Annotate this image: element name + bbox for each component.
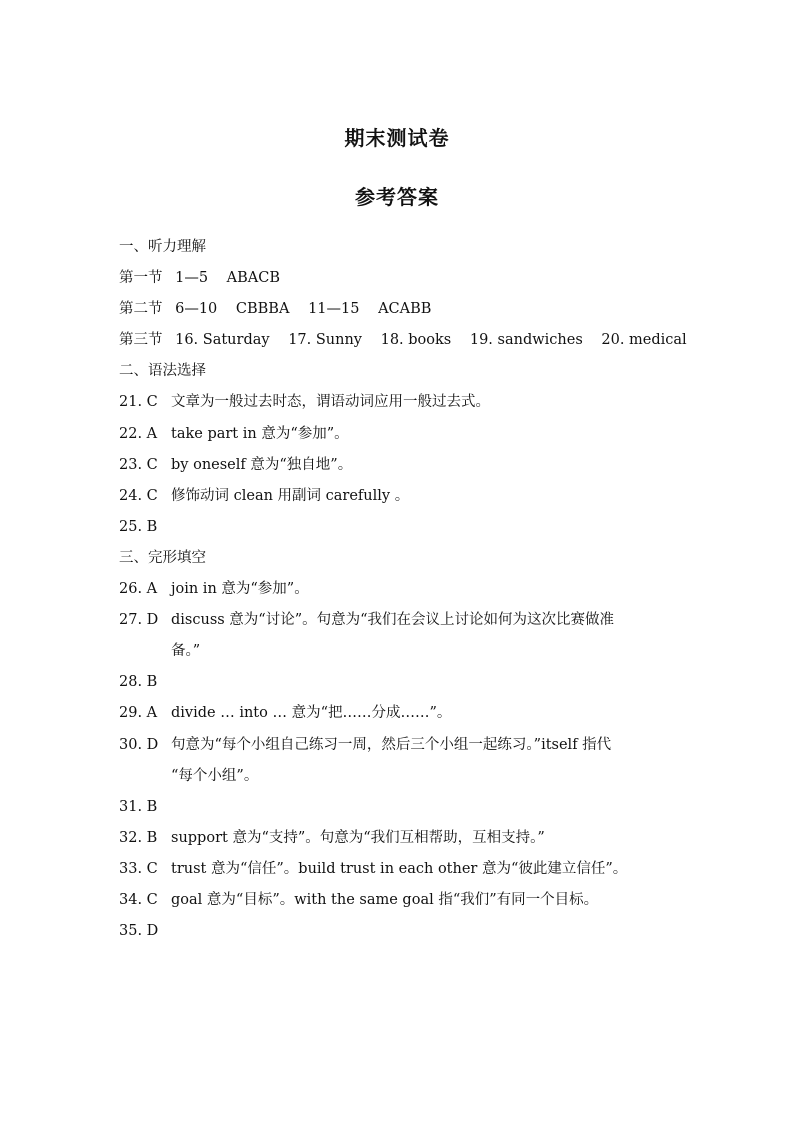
answer-row-continuation [119,765,679,796]
answer-content [119,236,687,951]
section-heading-grammar: 二、语法选择 [119,363,206,380]
answer-row [119,796,679,827]
section-heading-listening: 一、听力理解 [119,239,206,255]
answer-row [119,609,679,640]
answer-row [119,578,679,609]
part-label: 第三节 [119,332,163,349]
answer-number: 28. B [119,674,158,691]
answer-number: 32. B [119,829,158,846]
range: 1—5 [175,270,209,287]
answer-row [119,889,679,920]
answer-explanation: support 意为“支持”。句意为“我们互相帮助，互相支持。” [171,829,545,846]
part-label: 第二节 [119,301,163,318]
answer-explanation-continued: 备。” [171,643,201,660]
range: 11—15 [308,301,360,318]
answer-row [119,516,679,547]
answer-number: 23. C [119,456,158,473]
range: 6—10 [175,301,218,318]
answers: ABACB [226,270,281,287]
answer-number: 22. A [119,425,158,442]
answer-row [119,702,679,733]
page-title: 期末测试卷 [344,126,450,150]
answer-explanation: divide … into … 意为“把……分成……”。 [171,705,452,722]
answer-number: 29. A [119,705,158,722]
answer-explanation: 句意为“每个小组自己练习一周，然后三个小组一起练习。”itself 指代 [171,736,612,753]
answer-row [119,734,679,765]
answer-item: 18. books [380,332,452,349]
answer-row [119,423,679,454]
answer-number: 35. D [119,923,159,940]
answer-explanation-continued: “每个小组”。 [171,767,259,784]
answer-number: 25. B [119,518,158,535]
answer-number: 34. C [119,891,158,908]
answer-explanation: goal 意为“目标”。with the same goal 指“我们”有同一个目标。 [171,891,599,908]
answer-row-continuation [119,640,679,671]
answer-explanation: by oneself 意为“独自地”。 [171,456,353,473]
answer-item: 17. Sunny [288,332,362,349]
answers: ACABB [378,301,432,318]
part-label: 第一节 [119,270,163,287]
answer-explanation: take part in 意为“参加”。 [171,425,349,442]
answer-row [119,920,679,951]
answer-row [119,671,679,702]
answer-number: 26. A [119,581,158,598]
answer-row [119,827,679,858]
answer-number: 24. C [119,487,158,504]
answer-number: 27. D [119,612,159,629]
answer-explanation: 文章为一般过去时态，谓语动词应用一般过去式。 [171,394,490,411]
answer-row [119,454,679,485]
answer-explanation: 修饰动词 clean 用副词 carefully 。 [171,487,410,504]
answer-item: 20. medical [601,332,687,349]
answer-row [119,391,679,422]
answer-item: 16. Saturday [175,332,270,349]
answer-number: 30. D [119,736,159,753]
answer-item: 19. sandwiches [469,332,583,349]
answer-number: 21. C [119,394,158,411]
answer-explanation: join in 意为“参加”。 [171,581,309,598]
listening-part-3 [119,329,687,360]
page-subtitle: 参考答案 [355,185,439,209]
listening-part-2 [119,298,679,329]
answer-row [119,858,679,889]
answer-number: 33. C [119,860,158,877]
answer-explanation: trust 意为“信任”。build trust in each other 意为“彼此建立信任”。 [171,860,628,877]
section-heading-cloze: 三、完形填空 [119,549,206,566]
answer-number: 31. B [119,798,158,815]
answer-explanation: discuss 意为“讨论”。句意为“我们在会议上讨论如何为这次比赛做准 [171,612,615,629]
answer-row [119,485,679,516]
answers: CBBBA [235,301,290,318]
listening-part-1 [119,267,679,298]
